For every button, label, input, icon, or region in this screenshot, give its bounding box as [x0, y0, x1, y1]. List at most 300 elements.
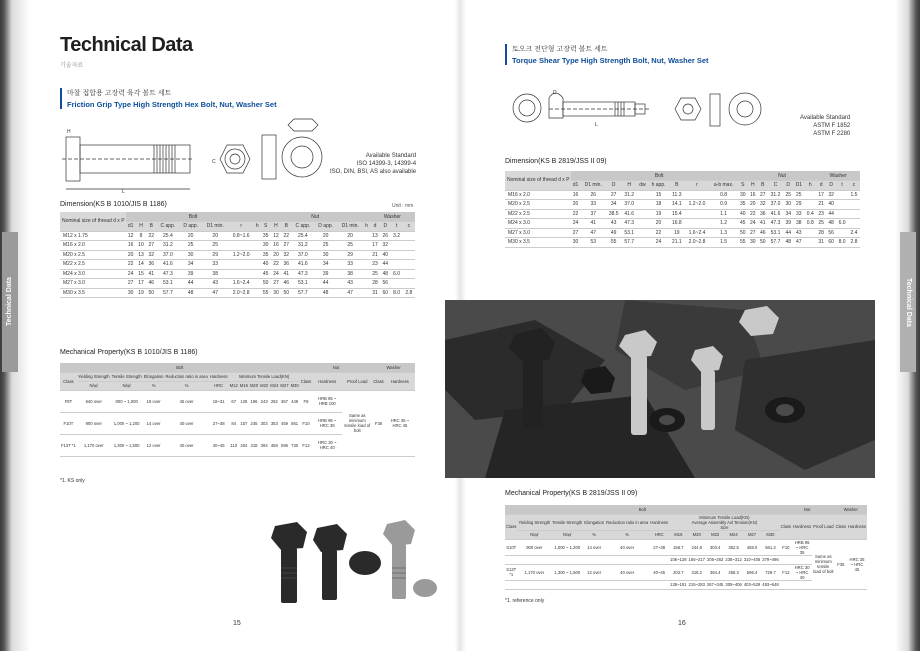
table-header: Class [780, 514, 792, 539]
table-cell: M12 x 1.75 [60, 231, 126, 241]
table-cell: 27 [146, 241, 156, 251]
table-header: H [136, 222, 146, 232]
table-cell [804, 190, 816, 200]
table-cell: 48 [179, 288, 202, 298]
table-cell: 31 [370, 288, 380, 298]
table-cell: 318.2 [688, 564, 706, 580]
table-cell: 13 [370, 231, 380, 241]
table-header: Class [505, 514, 517, 539]
table-cell: 24 [271, 269, 281, 279]
table-cell: 20 [271, 250, 281, 260]
table-cell: 244.8 [688, 539, 706, 555]
table-row [60, 260, 415, 270]
table-cell: 38.5 [606, 209, 622, 219]
table-cell: 20 [202, 231, 228, 241]
table-cell [403, 241, 415, 251]
table-header: h [365, 223, 368, 230]
table-cell: 48 [783, 238, 793, 248]
table-header: B [146, 222, 156, 232]
table-cell: 53 [581, 238, 606, 248]
table-cell [551, 580, 583, 589]
table-cell: 8.0 [390, 288, 402, 298]
table-header: D [380, 222, 390, 232]
table-unit: M16 [669, 530, 687, 539]
table-cell: 12 [271, 231, 281, 241]
table-unit: % [605, 530, 649, 539]
table-cell: 403~529 [743, 582, 761, 587]
table-cell [792, 555, 812, 564]
table-cell: 41.6 [156, 260, 179, 270]
table-cell: 6.0 [836, 219, 848, 229]
table-cell: 26 [581, 190, 606, 200]
table-cell: 36 [281, 260, 291, 270]
table-cell: 15 [136, 269, 146, 279]
table-cell: 25 [816, 219, 826, 229]
table-header: S [261, 222, 271, 232]
table-header: D1 [793, 181, 804, 191]
table-cell: 30 [179, 250, 202, 260]
table-cell: 16 [571, 190, 581, 200]
table-cell [505, 580, 517, 589]
table-unit: M12 [229, 383, 238, 388]
table-cell: 47.3 [291, 269, 314, 279]
table-cell [836, 209, 848, 219]
table-cell: 50 [281, 288, 291, 298]
right-page [460, 0, 920, 651]
table-cell [848, 219, 860, 229]
table-cell: 33 [337, 260, 363, 270]
table-cell: 730 [290, 434, 300, 456]
table-cell: 1.6~2.4 [228, 279, 254, 289]
table-cell [637, 190, 648, 200]
svg-text:L: L [595, 122, 598, 128]
table-cell: 30 [261, 241, 271, 251]
table-header [669, 514, 780, 530]
table-unit: M30 [290, 383, 299, 388]
table-cell: 44 [380, 260, 390, 270]
table-cell [637, 219, 648, 229]
table-row [60, 288, 415, 298]
table-cell: 35 [738, 200, 748, 210]
table-cell [685, 209, 710, 219]
table-cell: 40 [380, 250, 390, 260]
table-header: Hardness [649, 514, 669, 530]
table-cell: 31.2 [768, 190, 784, 200]
table-cell [836, 190, 848, 200]
table-cell: 0.9 [709, 200, 737, 210]
table-cell: 30 [738, 190, 748, 200]
table-header: Minimum Tensile Load(KN) [229, 372, 300, 381]
table-cell: 33 [202, 260, 228, 270]
table-cell [836, 228, 848, 238]
table-cell: 12 over [143, 434, 165, 456]
table-cell: HRB 95 ~ HRC 35 [312, 412, 342, 434]
table-cell: 0.8 [804, 219, 816, 229]
table-cell [780, 580, 792, 589]
table-header: d [370, 222, 380, 232]
table-header: Yielding Strength [77, 374, 110, 379]
table-header: H [748, 181, 758, 191]
table-unit: M30 [761, 530, 779, 539]
table-cell: 37.0 [768, 200, 784, 210]
standard-line: Available Standard [800, 115, 851, 121]
table-cell: 22 [126, 260, 136, 270]
table-unit: M22 [706, 530, 724, 539]
table-cell: 43 [606, 219, 622, 229]
table-cell: 45 over [165, 390, 209, 412]
table-cell: 47 [337, 288, 363, 298]
table-cell: 34 [606, 200, 622, 210]
table-cell: 8 [136, 231, 146, 241]
table-cell: 27 [571, 228, 581, 238]
table-cell: F10 [300, 412, 313, 434]
standard-line: ASTM F 1852 [813, 123, 851, 129]
svg-text:C: C [212, 159, 216, 165]
svg-text:L: L [122, 189, 125, 195]
table-cell: 458.0 [743, 539, 761, 555]
table-cell [390, 241, 402, 251]
table-cell: 53.1 [621, 228, 637, 238]
table-cell: 14 over [143, 412, 165, 434]
footnote: *1. reference only [505, 598, 545, 604]
table-cell: F13T *1 [60, 434, 77, 456]
table-unit: M22 [260, 383, 269, 388]
table-cell: 31.2 [621, 190, 637, 200]
table-cell: 353 [269, 412, 279, 434]
table-body [505, 539, 867, 589]
table-cell [403, 250, 415, 260]
table-cell: 30 [783, 200, 793, 210]
table-header: t [390, 222, 402, 232]
standard-line: Available Standard [365, 153, 417, 159]
table-cell: 282 [269, 390, 279, 412]
table-cell: 22 [571, 209, 581, 219]
table-cell: 21 [816, 200, 826, 210]
table-cell: S12T *1 [505, 564, 517, 580]
table-cell: 32 [146, 250, 156, 260]
table-cell: 16 over [143, 390, 165, 412]
table-header: a-b max. [709, 181, 737, 191]
table-cell: 38 [202, 269, 228, 279]
table-cell: 204 [239, 434, 249, 456]
bolt-photo [265, 518, 440, 613]
table-cell: 56 [826, 228, 836, 238]
standard-line: ISO 14399-3, 14399-4 [356, 161, 417, 167]
table-subheader: Minimum Tensile Load(KN) [699, 514, 750, 520]
table-cell [228, 269, 254, 279]
table-cell: 1.1 [709, 209, 737, 219]
table-header: Hardness [209, 374, 228, 379]
table-cell: 84 [229, 412, 239, 434]
section-heading [505, 44, 709, 65]
table-cell: 2.0~2.8 [685, 238, 710, 248]
table-header: Hardness [312, 372, 342, 390]
table-cell: 318 [249, 434, 259, 456]
table-cell: 493~648 [762, 582, 779, 587]
table-cell: 22 [281, 231, 291, 241]
table-header: Elongation [143, 374, 164, 379]
washer-hardness-cell: HRC 35 ~ HRC 45 [385, 390, 415, 456]
table-cell: 106~128 [670, 557, 687, 562]
hex-bolt-drawing [62, 115, 327, 195]
table-header: C [768, 181, 784, 191]
table-cell: 50 [738, 228, 748, 238]
table-cell [403, 231, 415, 241]
table-cell: 28 [370, 279, 380, 289]
svg-text:D: D [553, 90, 557, 96]
table-cell: 57.7 [156, 288, 179, 298]
table-cell: 27 [758, 190, 768, 200]
table-cell: 56 [380, 279, 390, 289]
table-cell: 1.2 [709, 219, 737, 229]
table-cell: 27 [748, 228, 758, 238]
svg-text:H: H [67, 129, 71, 135]
table-unit: M27 [743, 530, 761, 539]
table-header: S [738, 181, 748, 191]
left-side-tab: Technical Data [2, 232, 18, 372]
table-header: Class [372, 372, 385, 390]
table-cell: 40 over [605, 564, 649, 580]
table-cell: 47.3 [768, 219, 784, 229]
table-cell: 57.7 [621, 238, 637, 248]
table-header: Yielding Strength [517, 514, 551, 530]
table-cell: 48 [826, 219, 836, 229]
table-cell: 32 [281, 250, 291, 260]
section-title-kr: 마찰 접합용 고장력 육각 볼트 세트 [67, 90, 172, 97]
standard-line: ASTM F 2280 [813, 131, 851, 137]
table-cell: HRC 30 ~ HRC 40 [312, 434, 342, 456]
left-mechanical-table [60, 363, 415, 457]
table-cell [403, 260, 415, 270]
table-cell: 138~181 [670, 582, 687, 587]
table-header: Hardness [792, 514, 812, 539]
section-title-en: Friction Grip Type High Strength Hex Bolt, Nut, Washer Set [67, 100, 277, 109]
table-header: D1 min. [581, 181, 606, 191]
table-header: Washer [372, 363, 415, 372]
table-cell: 458.3 [724, 564, 742, 580]
table-unit: N/㎟ [517, 530, 551, 539]
table-header: Class [60, 372, 77, 390]
table-cell: 22 [271, 260, 281, 270]
table-cell [637, 200, 648, 210]
table-cell: 50 [146, 288, 156, 298]
table-cell: 22 [748, 209, 758, 219]
table-cell: 53.1 [156, 279, 179, 289]
table-cell: 25 [793, 190, 804, 200]
table-cell: 17 [370, 241, 380, 251]
table-cell: F13 [780, 564, 792, 580]
table-row [505, 228, 860, 238]
table-cell: 367 [279, 390, 289, 412]
table-row [505, 190, 860, 200]
table-header: Nut [300, 363, 373, 372]
table-cell [605, 555, 649, 564]
table-body [60, 390, 415, 456]
table-cell: 267~345 [706, 582, 724, 587]
table-cell: 40 over [165, 412, 209, 434]
table-cell: 21.1 [669, 238, 685, 248]
table-cell: 41 [281, 269, 291, 279]
right-dimension-table [505, 171, 860, 248]
proof-load-cell: Same as minimum tensile load of bolt [812, 539, 835, 589]
table-header: c [403, 222, 415, 232]
table-cell: M20 x 2.5 [505, 200, 571, 210]
table-cell: 25 [314, 241, 337, 251]
table-cell: 157 [239, 412, 249, 434]
page-subtitle: 기술자료 [60, 63, 84, 69]
table-cell: 37.0 [621, 200, 637, 210]
mechanical-table-title: Mechanical Property(KS B 2819/JSS II 09) [505, 490, 638, 497]
table-cell: M27 x 3.0 [60, 279, 126, 289]
table-cell: 729.7 [761, 564, 779, 580]
table-cell [685, 190, 710, 200]
table-cell: 3.2 [390, 231, 402, 241]
table-cell: 310~406 [743, 557, 761, 562]
table-header: Reduction ratio in area [165, 374, 208, 379]
table-header: c [848, 181, 860, 191]
table-cell: 34 [783, 209, 793, 219]
table-cell: 44 [826, 209, 836, 219]
table-header: H [271, 222, 281, 232]
table-header: B [669, 181, 685, 191]
table-cell: 196 [249, 390, 259, 412]
table-cell: 25 [783, 190, 793, 200]
table-cell: 900 over [77, 412, 111, 434]
table-cell: 561 [290, 412, 300, 434]
table-cell [649, 555, 669, 564]
table-header: Reduction ratio in area [605, 514, 649, 530]
table-header: d [816, 181, 826, 191]
table-cell [517, 580, 551, 589]
table-row [505, 539, 867, 555]
table-cell: 1.5 [848, 190, 860, 200]
table-cell: 24 [571, 219, 581, 229]
table-cell: 55 [606, 238, 622, 248]
table-header: Hardness [847, 514, 867, 539]
table-cell: 34 [179, 260, 202, 270]
table-header: B [281, 222, 291, 232]
table-cell: 53.1 [291, 279, 314, 289]
unit-label: Unit : mm [392, 203, 414, 209]
standard-line: ISO, DIN, BSI, AS also available [330, 169, 417, 175]
table-cell: 40~45 [209, 434, 229, 456]
table-cell: 32 [826, 190, 836, 200]
table-cell [390, 250, 402, 260]
table-cell: HRB 95 ~ HRC 35 [792, 539, 812, 555]
table-unit: HRC [649, 530, 669, 539]
table-cell: M16 x 2.0 [505, 190, 571, 200]
table-cell: 19 [136, 288, 146, 298]
proof-load-cell: Same as minimum tensile load of bolt [342, 390, 372, 456]
table-cell: 125 [239, 390, 249, 412]
table-cell: 40 over [165, 434, 209, 456]
table-cell: 352.5 [724, 539, 742, 555]
table-cell: 596.4 [743, 564, 761, 580]
table-cell [228, 241, 254, 251]
table-header: D1 min. [337, 222, 363, 232]
table-cell: 25 [202, 241, 228, 251]
table-cell: 14.1 [669, 200, 685, 210]
footnote: *1. KS only [60, 478, 85, 484]
table-cell: 449 [290, 390, 300, 412]
table-cell: 39 [179, 269, 202, 279]
table-unit: HRC [209, 381, 229, 390]
table-cell: 27~38 [209, 412, 229, 434]
table-cell: 44 [314, 279, 337, 289]
table-unit: M16 [239, 383, 248, 388]
table-cell: 215~283 [688, 582, 705, 587]
table-cell: F8 [300, 390, 313, 412]
table-cell [605, 580, 649, 589]
table-cell: 43 [793, 228, 804, 238]
table-cell: 1.2~2.0 [685, 200, 710, 210]
table-unit: M24 [270, 383, 279, 388]
washer-class-cell: F35 [372, 390, 385, 456]
table-header: Class [300, 372, 313, 390]
table-cell: 40 over [605, 539, 649, 555]
table-cell: 165~217 [688, 557, 705, 562]
table-row [60, 241, 415, 251]
table-unit: % [143, 381, 165, 390]
table-cell: 31.2 [156, 241, 179, 251]
table-subheader: Average Assembly Axl Tension(KN) [691, 519, 758, 525]
table-cell: 27 [126, 279, 136, 289]
table-cell: 20 [126, 250, 136, 260]
table-cell: M24 x 3.0 [60, 269, 126, 279]
table-cell: 1,000 ~ 1,200 [551, 539, 583, 555]
table-header: D [826, 181, 836, 191]
table-cell [637, 228, 648, 238]
table-cell: 1,170 over [517, 564, 551, 580]
table-header: Nut [748, 171, 816, 181]
table-header: D [606, 181, 622, 191]
table-cell: 35 [261, 250, 271, 260]
table-cell [505, 555, 517, 564]
table-header: Bolt [126, 212, 261, 222]
table-cell: 8.0 [836, 238, 848, 248]
table-cell: 30 [314, 250, 337, 260]
table-header: Washer [370, 212, 415, 222]
table-cell: 31 [816, 238, 826, 248]
table-unit: M20 [688, 530, 706, 539]
dimension-table-title: Dimension(KS B 2819/JSS II 09) [505, 158, 607, 165]
right-side-tab: Technical Data [900, 232, 916, 372]
table-cell: 41 [146, 269, 156, 279]
table-cell: 57.7 [768, 238, 784, 248]
table-cell: 53.1 [768, 228, 784, 238]
table-header: d1 [571, 181, 581, 191]
table-cell: 27 [281, 241, 291, 251]
table-cell: 15.4 [669, 209, 685, 219]
table-cell: 60 [826, 238, 836, 248]
table-cell: 2.4 [848, 228, 860, 238]
table-header: Elongation [583, 514, 605, 530]
table-cell: 20 [748, 200, 758, 210]
table-cell [390, 260, 402, 270]
table-cell: 27 [271, 279, 281, 289]
section-title-en: Torque Shear Type High Strength Bolt, Nut, Washer Set [512, 56, 709, 65]
table-body [505, 190, 860, 247]
table-header: Tensile Strength [111, 374, 142, 379]
table-header: Nominal size of thread d x P [505, 171, 571, 190]
table-cell [517, 555, 551, 564]
table-cell: 26 [380, 231, 390, 241]
table-header: Proof Load [342, 372, 372, 390]
table-cell: 14 over [583, 539, 605, 555]
table-row [60, 279, 415, 289]
table-cell: 0.8~1.6 [228, 231, 254, 241]
table-cell [780, 555, 792, 564]
